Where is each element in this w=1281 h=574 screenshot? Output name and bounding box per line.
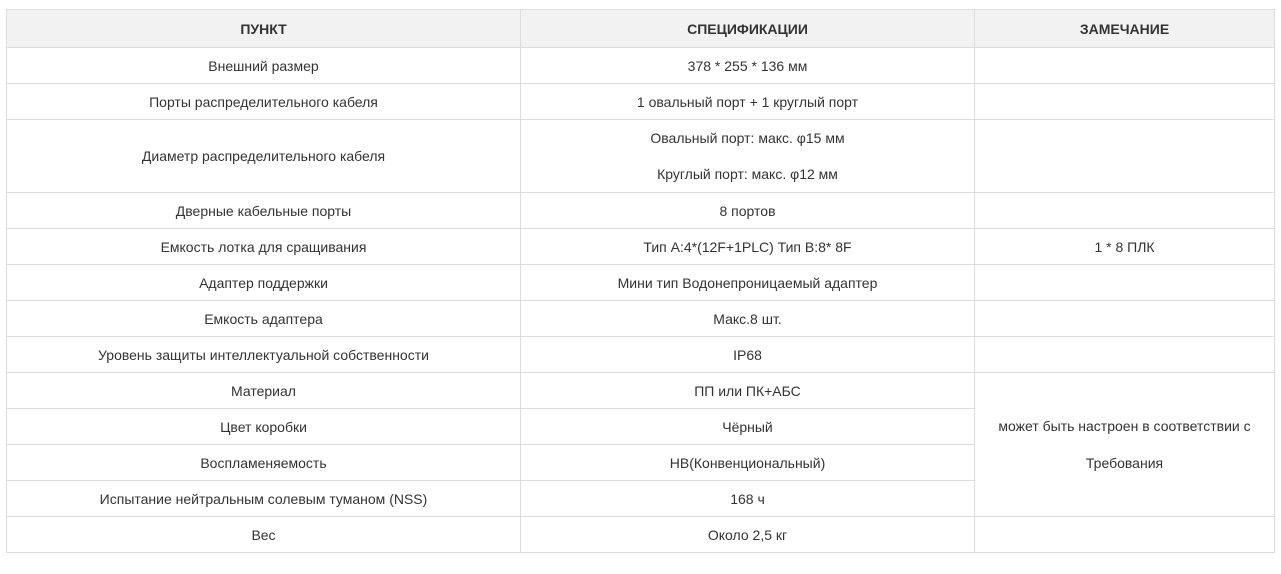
note-line: может быть настроен в соответствии с bbox=[998, 417, 1251, 434]
table-row bbox=[7, 373, 1275, 409]
table-row bbox=[7, 84, 1275, 120]
item-cell: Емкость адаптера bbox=[7, 301, 521, 337]
item-cell: Вес bbox=[7, 517, 521, 553]
spec-cell: 168 ч bbox=[521, 481, 975, 517]
merged-note-cell bbox=[975, 373, 1275, 517]
item-cell: Цвет коробки bbox=[7, 409, 521, 445]
header-row bbox=[7, 10, 1275, 48]
item-cell: Емкость лотка для сращивания bbox=[7, 229, 521, 265]
item-cell: Уровень защиты интеллектуальной собственности bbox=[7, 337, 521, 373]
spec-line: Круглый порт: макс. φ12 мм bbox=[657, 166, 838, 182]
spec-cell bbox=[521, 120, 975, 193]
note-cell bbox=[975, 265, 1275, 301]
spec-cell: IP68 bbox=[521, 337, 975, 373]
item-cell: Адаптер поддержки bbox=[7, 265, 521, 301]
item-cell: Дверные кабельные порты bbox=[7, 193, 521, 229]
table-row bbox=[7, 301, 1275, 337]
spec-cell: Мини тип Водонепроницаемый адаптер bbox=[521, 265, 975, 301]
note-cell bbox=[975, 337, 1275, 373]
note-cell bbox=[975, 301, 1275, 337]
item-cell: Испытание нейтральным солевым туманом (NSS) bbox=[7, 481, 521, 517]
spec-line: Овальный порт: макс. φ15 мм bbox=[650, 130, 845, 146]
specification-table bbox=[6, 9, 1275, 553]
header-specifications: СПЕЦИФИКАЦИИ bbox=[521, 10, 975, 48]
spec-cell: Около 2,5 кг bbox=[521, 517, 975, 553]
table-row bbox=[7, 337, 1275, 373]
item-cell: Диаметр распределительного кабеля bbox=[7, 120, 521, 193]
table-row bbox=[7, 48, 1275, 84]
note-cell bbox=[975, 48, 1275, 84]
header-remark: ЗАМЕЧАНИЕ bbox=[975, 10, 1275, 48]
spec-cell: 378 * 255 * 136 мм bbox=[521, 48, 975, 84]
item-cell: Материал bbox=[7, 373, 521, 409]
spec-cell: ПП или ПК+АБС bbox=[521, 373, 975, 409]
table-row bbox=[7, 193, 1275, 229]
note-cell bbox=[975, 84, 1275, 120]
note-cell bbox=[975, 517, 1275, 553]
spec-cell: Чёрный bbox=[521, 409, 975, 445]
note-cell bbox=[975, 193, 1275, 229]
table-row bbox=[7, 517, 1275, 553]
spec-cell: HB(Конвенциональный) bbox=[521, 445, 975, 481]
spec-cell: Макс.8 шт. bbox=[521, 301, 975, 337]
table-row bbox=[7, 120, 1275, 193]
item-cell: Порты распределительного кабеля bbox=[7, 84, 521, 120]
spec-cell: 1 овальный порт + 1 круглый порт bbox=[521, 84, 975, 120]
note-line: Требования bbox=[1085, 454, 1164, 471]
header-item: ПУНКТ bbox=[7, 10, 521, 48]
item-cell: Воспламеняемость bbox=[7, 445, 521, 481]
spec-cell: 8 портов bbox=[521, 193, 975, 229]
note-cell bbox=[975, 120, 1275, 193]
note-cell: 1 * 8 ПЛК bbox=[975, 229, 1275, 265]
item-cell: Внешний размер bbox=[7, 48, 521, 84]
table-row bbox=[7, 229, 1275, 265]
spec-cell: Тип A:4*(12F+1PLC) Тип B:8* 8F bbox=[521, 229, 975, 265]
table-row bbox=[7, 265, 1275, 301]
